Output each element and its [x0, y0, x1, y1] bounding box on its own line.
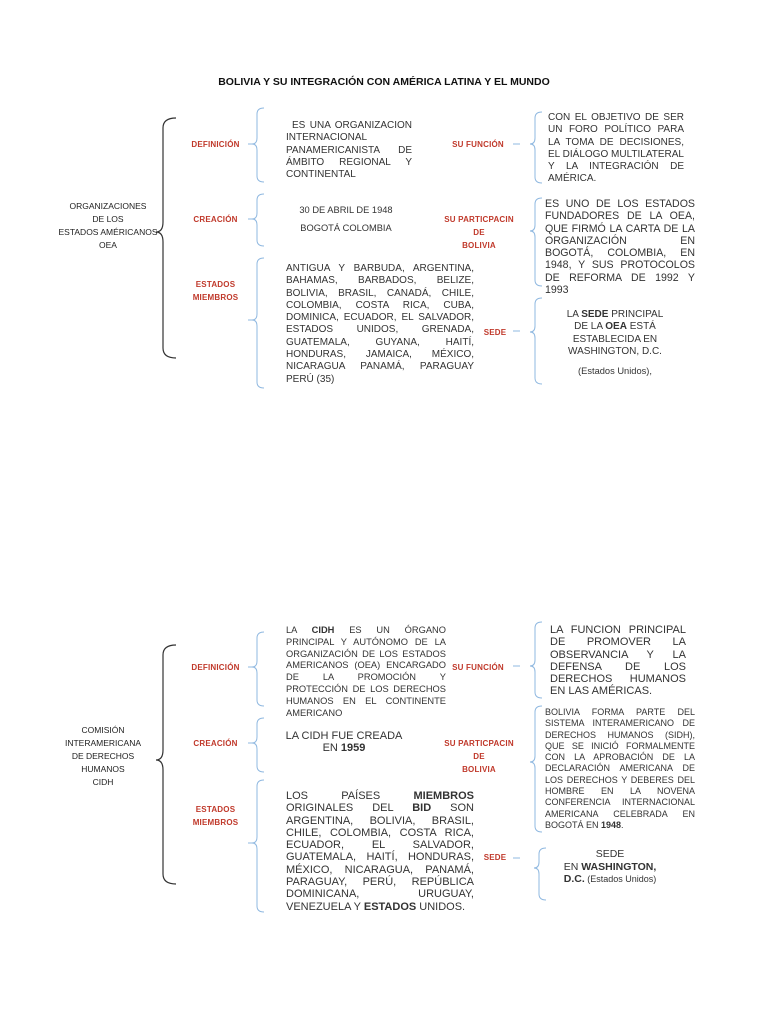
- oea-creacion-place: BOGOTÁ COLOMBIA: [300, 223, 392, 233]
- label-creacion-oea: CREACIÓN: [193, 215, 238, 224]
- label-sede-cidh: SEDE: [483, 853, 507, 862]
- label-sede-oea: SEDE: [483, 328, 507, 337]
- cidh-funcion-text: LA FUNCION PRINCIPAL DE PROMOVER LA OBSERVANCIA Y LA DEFENSA DE LOS DERECHOS HUMANOS EN LAS AMÉRICAS.: [550, 624, 686, 698]
- cidh-sede-text: SEDE EN WASHINGTON, D.C. (Estados Unidos): [563, 848, 657, 885]
- label-miembros-oea: ESTADOS MIEMBROS: [192, 280, 239, 302]
- label-creacion-cidh: CREACIÓN: [193, 739, 238, 748]
- root-cidh: COMISIÓN INTERAMERICANA DE DERECHOS HUMANOS CIDH: [64, 725, 142, 787]
- cidh-participacion-text: BOLIVIA FORMA PARTE DEL SISTEMA INTERAMERICANO DE DERECHOS HUMANOS (SIDH), QUE SE INICIÓ FORMALMENTE CON LA APROBACIÓN DE LA DECLARACIÓN AMERICANA DE LOS DERECHOS Y DEBERES DEL HOMBRE EN LA NOVENA CONFERENCIA INTERNACIONAL AMERICANA CELEBRADA EN BOGOTÁ EN 1948.: [545, 707, 695, 830]
- label-funcion-cidh: SU FUNCIÓN: [452, 663, 504, 672]
- label-miembros-cidh: ESTADOS MIEMBROS: [192, 805, 239, 827]
- oea-sede-text: LA SEDE PRINCIPAL DE LA OEA ESTÁ ESTABLECIDA EN WASHINGTON, D.C.: [566, 309, 664, 357]
- cidh-creacion-text: LA CIDH FUE CREADA EN 1959: [285, 730, 403, 755]
- oea-participacion-text: ES UNO DE LOS ESTADOS FUNDADORES DE LA OEA, QUE FIRMÓ LA CARTA DE LA ORGANIZACIÓN EN BOGOTÁ, COLOMBIA, EN 1948, Y SUS PROTOCOLOS DE REFORMA DE 1992 Y 1993: [545, 198, 695, 297]
- oea-definicion-text: ES UNA ORGANIZACION INTERNACIONAL PANAMERICANISTA DE ÁMBITO REGIONAL Y CONTINENTAL: [286, 120, 412, 181]
- page-title: BOLIVIA Y SU INTEGRACIÓN CON AMÉRICA LATINA Y EL MUNDO: [218, 76, 550, 88]
- cidh-miembros-text: LOS PAÍSES MIEMBROS ORIGINALES DEL BID SON ARGENTINA, BOLIVIA, BRASIL, CHILE, COLOMBIA, COSTA RICA, ECUADOR, EL SALVADOR, GUATEMALA, HAITÍ, HONDURAS, MÉXICO, NICARAGUA, PANAMÁ, PARAGUAY, PERÚ, REPÚBLICA DOMINICANA, URUGUAY, VENEZUELA Y ESTADOS UNIDOS.: [286, 790, 474, 913]
- oea-miembros-text: ANTIGUA Y BARBUDA, ARGENTINA, BAHAMAS, BARBADOS, BELIZE, BOLIVIA, BRASIL, CANADÁ, CHILE, COLOMBIA, COSTA RICA, CUBA, DOMINICA, ECUADOR, EL SALVADOR, ESTADOS UNIDOS, GRENADA, GUATEMALA, GUYANA, HAITÍ, HONDURAS, JAMAICA, MÉXICO, NICARAGUA PANAMÁ, PARAGUAY PERÚ (35): [286, 263, 474, 385]
- label-participacion-oea: SU PARTICPACIN DE BOLIVIA: [444, 215, 514, 250]
- oea-sede-country: (Estados Unidos),: [578, 366, 652, 376]
- cidh-definicion-text: LA CIDH ES UN ÓRGANO PRINCIPAL Y AUTÓNOMO DE LA ORGANIZACIÓN DE LOS ESTADOS AMERICANOS (OEA) ENCARGADO DE LA PROMOCIÓN Y PROTECCIÓN DE LOS DERECHOS HUMANOS EN EL CONTINENTE AMERICANO: [286, 625, 446, 718]
- label-definicion-oea: DEFINICIÓN: [191, 140, 240, 149]
- label-definicion-cidh: DEFINICIÓN: [191, 663, 240, 672]
- oea-creacion-date: 30 DE ABRIL DE 1948: [299, 205, 393, 215]
- label-funcion-oea: SU FUNCIÓN: [452, 140, 504, 149]
- oea-funcion-text: CON EL OBJETIVO DE SER UN FORO POLÍTICO PARA LA TOMA DE DECISIONES, EL DIÁLOGO MULTILATERAL Y LA INTEGRACIÓN DE AMÉRICA.: [548, 112, 684, 185]
- label-participacion-cidh: SU PARTICPACIN DE BOLIVIA: [444, 739, 514, 774]
- root-oea: ORGANIZACIONES DE LOS ESTADOS AMÉRICANOS OEA: [58, 201, 158, 250]
